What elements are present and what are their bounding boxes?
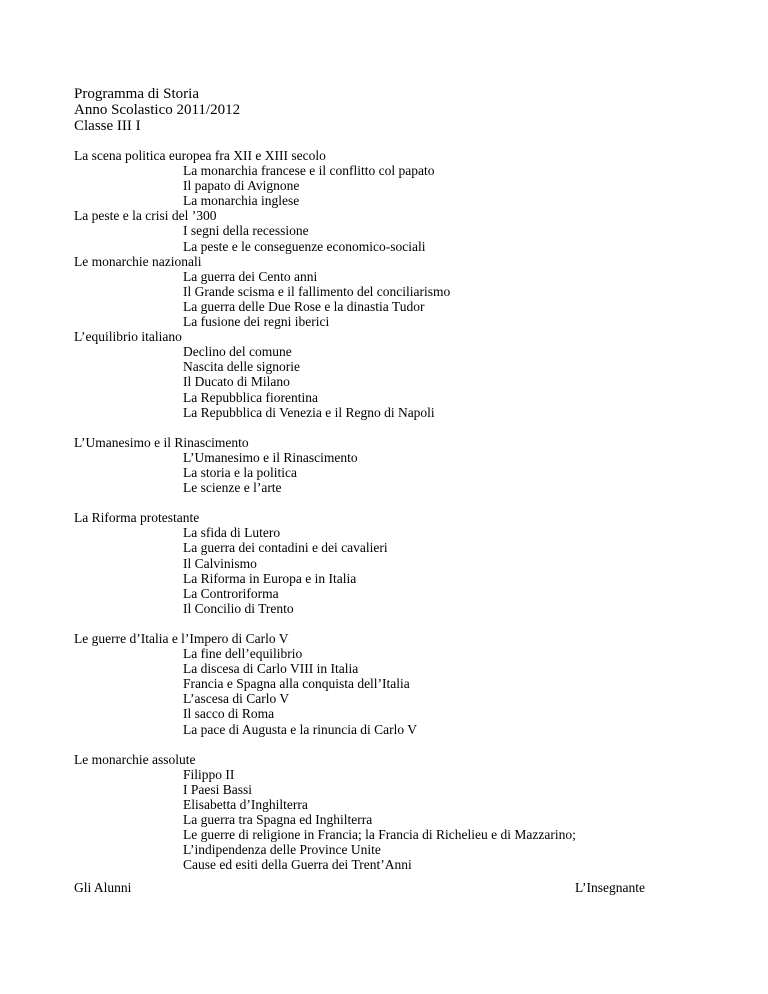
subtopic-item: Il Concilio di Trento	[183, 600, 294, 616]
subtopic-item: La Riforma in Europa e in Italia	[183, 570, 357, 586]
subtopic-item: La fine dell’equilibrio	[183, 646, 303, 662]
subtopic-item: Le scienze e l’arte	[183, 480, 282, 496]
topic-heading: La peste e la crisi del ’300	[74, 208, 217, 224]
subtopic-item: La monarchia francese e il conflitto col papato	[183, 163, 435, 179]
document-header	[74, 86, 240, 134]
subtopic-item: La peste e le conseguenze economico-sociali	[183, 238, 426, 254]
subtopic-item: Il sacco di Roma	[183, 706, 275, 722]
subtopic-item: Filippo II	[183, 766, 235, 782]
subtopic-item: Il Ducato di Milano	[183, 374, 290, 390]
subtopic-item: La monarchia inglese	[183, 193, 300, 209]
subtopic-item: Nascita delle signorie	[183, 359, 300, 375]
subtopic-item: La guerra delle Due Rose e la dinastia Tudor	[183, 298, 425, 314]
subtopic-item: Il Calvinismo	[183, 555, 257, 571]
subtopic-item: I segni della recessione	[183, 223, 309, 239]
topic-heading: Le guerre d’Italia e l’Impero di Carlo V	[74, 631, 289, 646]
topic-heading: Le monarchie assolute	[74, 751, 196, 767]
subtopic-item: La Controriforma	[183, 585, 279, 601]
subtopic-item: Cause ed esiti della Guerra dei Trent’Anni	[183, 857, 412, 873]
topic-heading: L’Umanesimo e il Rinascimento	[74, 434, 249, 450]
subtopic-item: La guerra dei Cento anni	[183, 268, 318, 284]
subtopic-item: La guerra tra Spagna ed Inghilterra	[183, 812, 373, 828]
school-year: Anno Scolastico 2011/2012	[74, 102, 241, 118]
subtopic-item: Le guerre di religione in Francia; la Francia di Richelieu e di Mazzarino;	[183, 827, 576, 843]
subtopic-item: L’indipendenza delle Province Unite	[183, 842, 381, 858]
subtopic-item: La pace di Augusta e la rinuncia di Carlo V	[183, 721, 418, 737]
subtopic-item: La sfida di Lutero	[183, 525, 281, 541]
subtopic-item: I Paesi Bassi	[183, 781, 252, 797]
topic-heading: L’equilibrio italiano	[74, 329, 182, 345]
topic-heading: La Riforma protestante	[74, 510, 200, 526]
subtopic-item: La discesa di Carlo VIII in Italia	[183, 661, 359, 677]
subtopic-item: La Repubblica di Venezia e il Regno di Napoli	[183, 404, 435, 420]
subtopic-item: La Repubblica fiorentina	[183, 389, 318, 405]
subtopic-item: Declino del comune	[183, 344, 292, 360]
subtopic-item: Francia e Spagna alla conquista dell’Italia	[183, 676, 410, 692]
class-name: Classe III I	[74, 118, 141, 134]
students-signature-label: Gli Alunni	[74, 880, 132, 895]
subtopic-item: La storia e la politica	[183, 464, 297, 480]
subtopic-item: La fusione dei regni iberici	[183, 314, 330, 330]
teacher-signature-label: L’Insegnante	[575, 880, 645, 895]
subtopic-item: Elisabetta d’Inghilterra	[183, 797, 308, 813]
subtopic-item: Il papato di Avignone	[183, 178, 300, 194]
subtopic-item: La guerra dei contadini e dei cavalieri	[183, 540, 388, 556]
subtopic-item: Il Grande scisma e il fallimento del conciliarismo	[183, 283, 451, 299]
document-title: Programma di Storia	[74, 86, 199, 102]
syllabus-content	[74, 148, 714, 873]
topic-heading: Le monarchie nazionali	[74, 253, 202, 269]
subtopic-item: L’Umanesimo e il Rinascimento	[183, 449, 358, 465]
topic-heading: La scena politica europea fra XII e XIII secolo	[74, 148, 326, 163]
subtopic-item: L’ascesa di Carlo V	[183, 691, 290, 707]
